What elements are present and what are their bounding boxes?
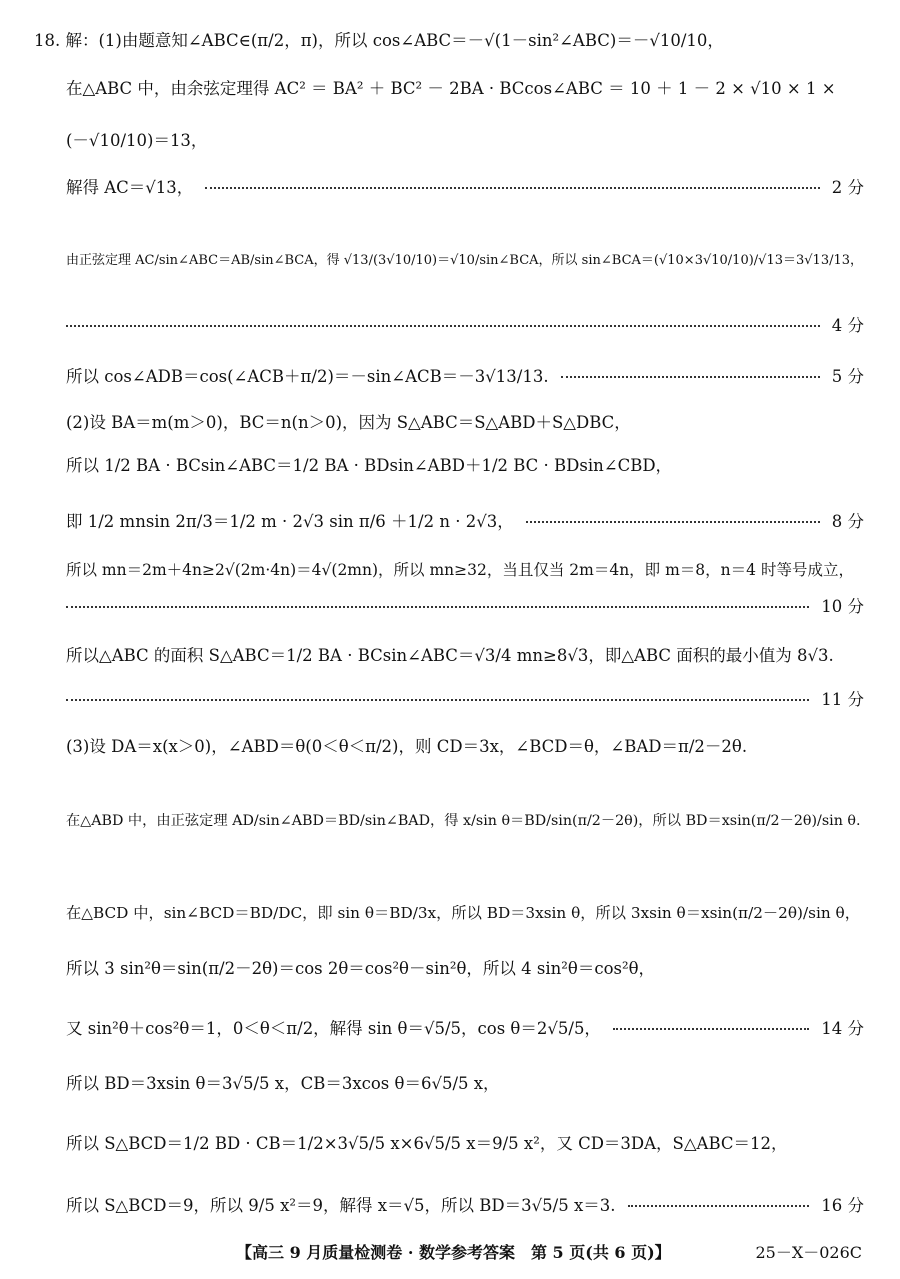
solution-line: 由正弦定理 AC/sin∠ABC＝AB/sin∠BCA，得 √13/(3√10/10)＝√10/sin∠BCA，所以 sin∠BCA＝(√10×3√10/10)/√13＝3√13/13，	[66, 253, 864, 268]
leader-dots	[613, 1028, 809, 1030]
score-mark: 5 分	[831, 367, 864, 386]
leader-dots	[526, 521, 820, 523]
solution-line: 所以 1/2 BA · BCsin∠ABC＝1/2 BA · BDsin∠ABD＋1/2 BC · BDsin∠CBD，	[66, 456, 673, 475]
solution-line: 在△ABD 中，由正弦定理 AD/sin∠ABD＝BD/sin∠BAD，得 x/sin θ＝BD/sin(π/2－2θ)，所以 BD＝xsin(π/2－2θ)/sin θ.	[66, 813, 861, 829]
leader-dots	[66, 606, 809, 608]
solution-line: 所以 3 sin²θ＝sin(π/2－2θ)＝cos 2θ＝cos²θ－sin²θ，所以 4 sin²θ＝cos²θ，	[66, 959, 656, 978]
solution-line	[66, 599, 864, 616]
solution-line: (3)设 DA＝x(x＞0)，∠ABD＝θ(0＜θ＜π/2)，则 CD＝3x，∠BCD＝θ，∠BAD＝π/2－2θ.	[66, 737, 748, 756]
solution-line: 所以 S△BCD＝9，所以 9/5 x²＝9，解得 x＝√5，所以 BD＝3√5/5 x＝3. 16 分	[66, 1196, 864, 1215]
solution-line: 即 1/2 mnsin 2π/3＝1/2 m · 2√3 sin π/6 ＋1/2 n · 2√3， 8 分	[66, 512, 864, 531]
leader-dots	[66, 325, 820, 327]
document-code: 25－X－026C	[755, 1243, 862, 1262]
solution-line: 所以 BD＝3xsin θ＝3√5/5 x，CB＝3xcos θ＝6√5/5 x，	[66, 1074, 500, 1093]
solution-line: 在△ABC 中，由余弦定理得 AC² ＝ BA² ＋ BC² － 2BA · BCcos∠ABC ＝ 10 ＋ 1 － 2 × √10 × 1 ×	[66, 79, 836, 98]
solution-line: 所以△ABC 的面积 S△ABC＝1/2 BA · BCsin∠ABC＝√3/4 mn≥8√3，即△ABC 面积的最小值为 8√3.	[66, 646, 834, 665]
footer-title: 【高三 9 月质量检测卷 · 数学参考答案 第 5 页(共 6 页)】	[236, 1243, 671, 1262]
score-mark: 4 分	[831, 316, 864, 335]
leader-dots	[628, 1205, 810, 1207]
score-mark: 8 分	[831, 512, 864, 531]
solution-line: 所以 cos∠ADB＝cos(∠ACB＋π/2)＝－sin∠ACB＝－3√13/13. 5 分	[66, 367, 864, 386]
solution-line: 在△BCD 中，sin∠BCD＝BD/DC，即 sin θ＝BD/3x，所以 BD＝3xsin θ，所以 3xsin θ＝xsin(π/2－2θ)/sin θ，	[66, 904, 860, 922]
solution-line: 18. 解：(1)由题意知∠ABC∈(π/2，π)，所以 cos∠ABC＝－√(1－sin²∠ABC)＝－√10/10，	[34, 31, 724, 50]
solution-line: (2)设 BA＝m(m＞0)，BC＝n(n＞0)，因为 S△ABC＝S△ABD＋S△DBC，	[66, 413, 631, 432]
score-mark: 16 分	[821, 1196, 864, 1215]
solution-line	[66, 692, 864, 709]
solution-line: (－√10/10)＝13，	[66, 131, 208, 150]
leader-dots	[561, 376, 820, 378]
solution-line: 又 sin²θ＋cos²θ＝1，0＜θ＜π/2，解得 sin θ＝√5/5，cos θ＝2√5/5， 14 分	[66, 1019, 864, 1038]
score-mark: 10 分	[821, 597, 864, 616]
score-mark: 11 分	[821, 690, 864, 709]
score-mark: 2 分	[831, 178, 864, 197]
solution-line: 解得 AC＝√13， 2 分	[66, 178, 864, 197]
solution-line: 所以 S△BCD＝1/2 BD · CB＝1/2×3√5/5 x×6√5/5 x＝9/5 x²，又 CD＝3DA，S△ABC＝12，	[66, 1134, 788, 1153]
score-mark: 14 分	[821, 1019, 864, 1038]
solution-line: 所以 mn＝2m＋4n≥2√(2m·4n)＝4√(2mn)，所以 mn≥32，当且仅当 2m＝4n，即 m＝8，n＝4 时等号成立，	[66, 561, 854, 579]
leader-dots	[66, 699, 809, 701]
solution-line	[66, 318, 864, 335]
leader-dots	[205, 187, 819, 189]
